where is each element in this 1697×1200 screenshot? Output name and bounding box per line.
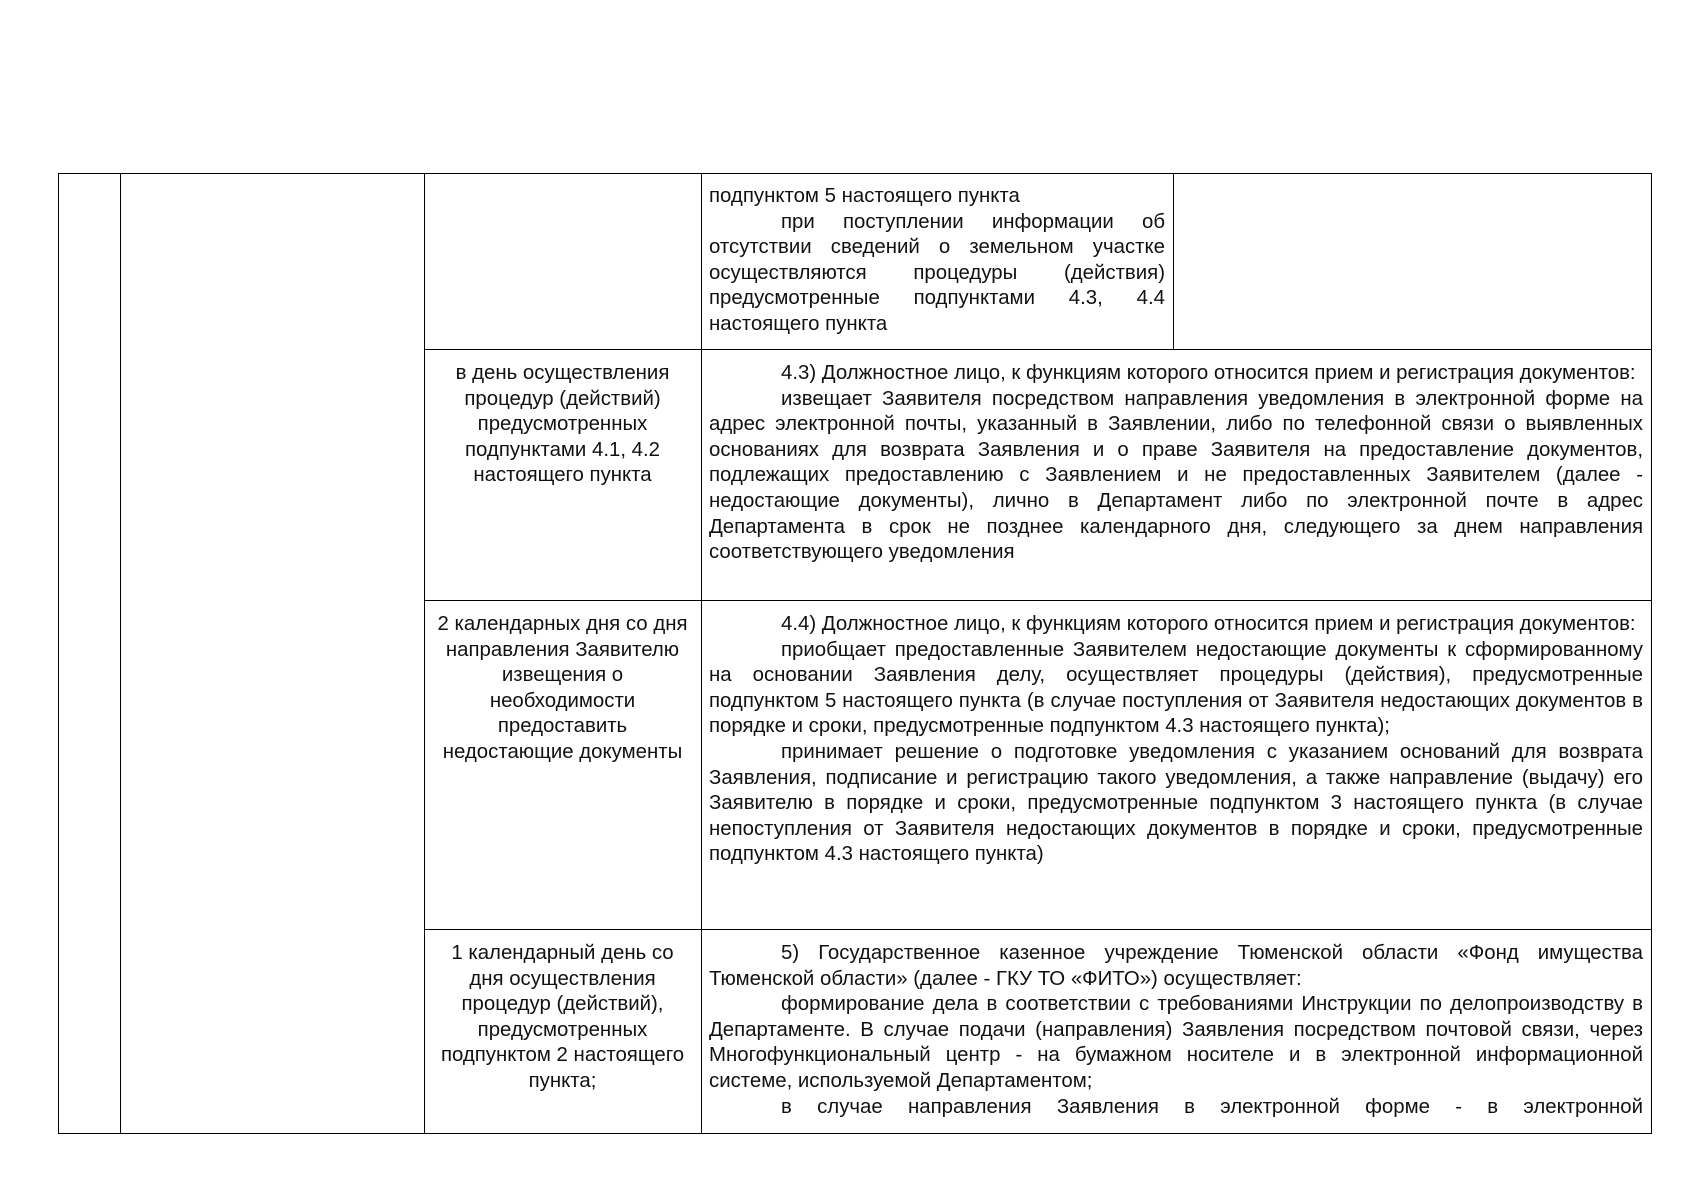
row-2-paragraph-2: извещает Заявителя посредством направления уведомления в электронной форме на адрес электронной почты, указанный в Заявлении, либо по телефонной связи о выявленных основаниях для возврата Заявления и о праве Заявителя на предоставление документов, подлежащих предоставлению с Заявлением и не предоставленных Заявителем (далее - недостающие документы), лично в Департамент либо по электронной почте в адрес Департамента в срок не позднее календарного дня, следующего за днем направления соответствующего уведомления xyxy=(709,387,1643,564)
row-2-paragraph-1: 4.3) Должностное лицо, к функциям которого относится прием и регистрация документов: xyxy=(781,362,1636,384)
empty-cell-number-column xyxy=(59,174,120,1133)
row-2-term-text: в день осуществления процедур (действий) предусмотренных подпунктами 4.1, 4.2 настоящего пункта xyxy=(455,362,670,487)
row-3-term-cell xyxy=(424,600,701,929)
row-4-procedure-cell xyxy=(701,929,1651,1133)
row-1-paragraph-1: подпунктом 5 настоящего пункта xyxy=(709,185,1020,207)
procedure-table xyxy=(58,173,1652,1134)
row-3-paragraph-2: приобщает предоставленные Заявителем недостающие документы к сформированному на основании Заявления делу, осуществляет процедуры (действия), предусмотренные подпунктом 5 настоящего пункта (в случае поступления от Заявителя недостающих документов в порядке и сроки, предусмотренные подпунктом 4.3 настоящего пункта); xyxy=(709,638,1643,738)
row-2-term-cell xyxy=(424,349,701,600)
row-4-paragraph-2: формирование дела в соответствии с требованиями Инструкции по делопроизводству в Департаменте. В случае подачи (направления) Заявления посредством почтовой связи, через Многофункциональный центр - на бумажном носителе и в электронной информационной системе, используемой Департаментом; xyxy=(709,993,1643,1092)
row-2-procedure-cell xyxy=(701,349,1651,600)
empty-cell-description-column xyxy=(120,174,424,1133)
row-1-paragraph-2: при поступлении информации об отсутствии сведений о земельном участке осуществляются процедуры (действия) предусмотренные подпунктами 4.3, 4.4 настоящего пункта xyxy=(709,210,1165,335)
row-4-paragraph-1: 5) Государственное казенное учреждение Тюменской области «Фонд имущества Тюменской области» (далее - ГКУ ТО «ФИТО») осуществляет: xyxy=(709,942,1643,990)
row-4-term-text: 1 календарный день со дня осуществления процедур (действий), предусмотренных подпунктом 2 настоящего пункта; xyxy=(440,942,685,1092)
row-3-term-text: 2 календарных дня со дня направления Заявителю извещения о необходимости предоставить недостающие документы xyxy=(437,613,688,763)
row-3-paragraph-1: 4.4) Должностное лицо, к функциям которого относится прием и регистрация документов: xyxy=(781,613,1636,635)
row-1-term-cell xyxy=(424,174,701,349)
row-4-paragraph-3: в случае направления Заявления в электронной форме - в электронной xyxy=(781,1095,1643,1118)
row-4-term-cell xyxy=(424,929,701,1133)
row-1-empty-cell xyxy=(1173,174,1651,349)
row-3-paragraph-3: принимает решение о подготовке уведомления с указанием оснований для возврата Заявления, подписание и регистрацию такого уведомления, а также направление (выдачу) его Заявителю в порядке и сроки, предусмотренные подпунктом 3 настоящего пункта (в случае непоступления от Заявителя недостающих документов в порядке и сроки, предусмотренные подпунктом 4.3 настоящего пункта) xyxy=(709,740,1643,866)
row-3-procedure-cell xyxy=(701,600,1651,929)
row-1-procedure-cell xyxy=(701,174,1173,349)
